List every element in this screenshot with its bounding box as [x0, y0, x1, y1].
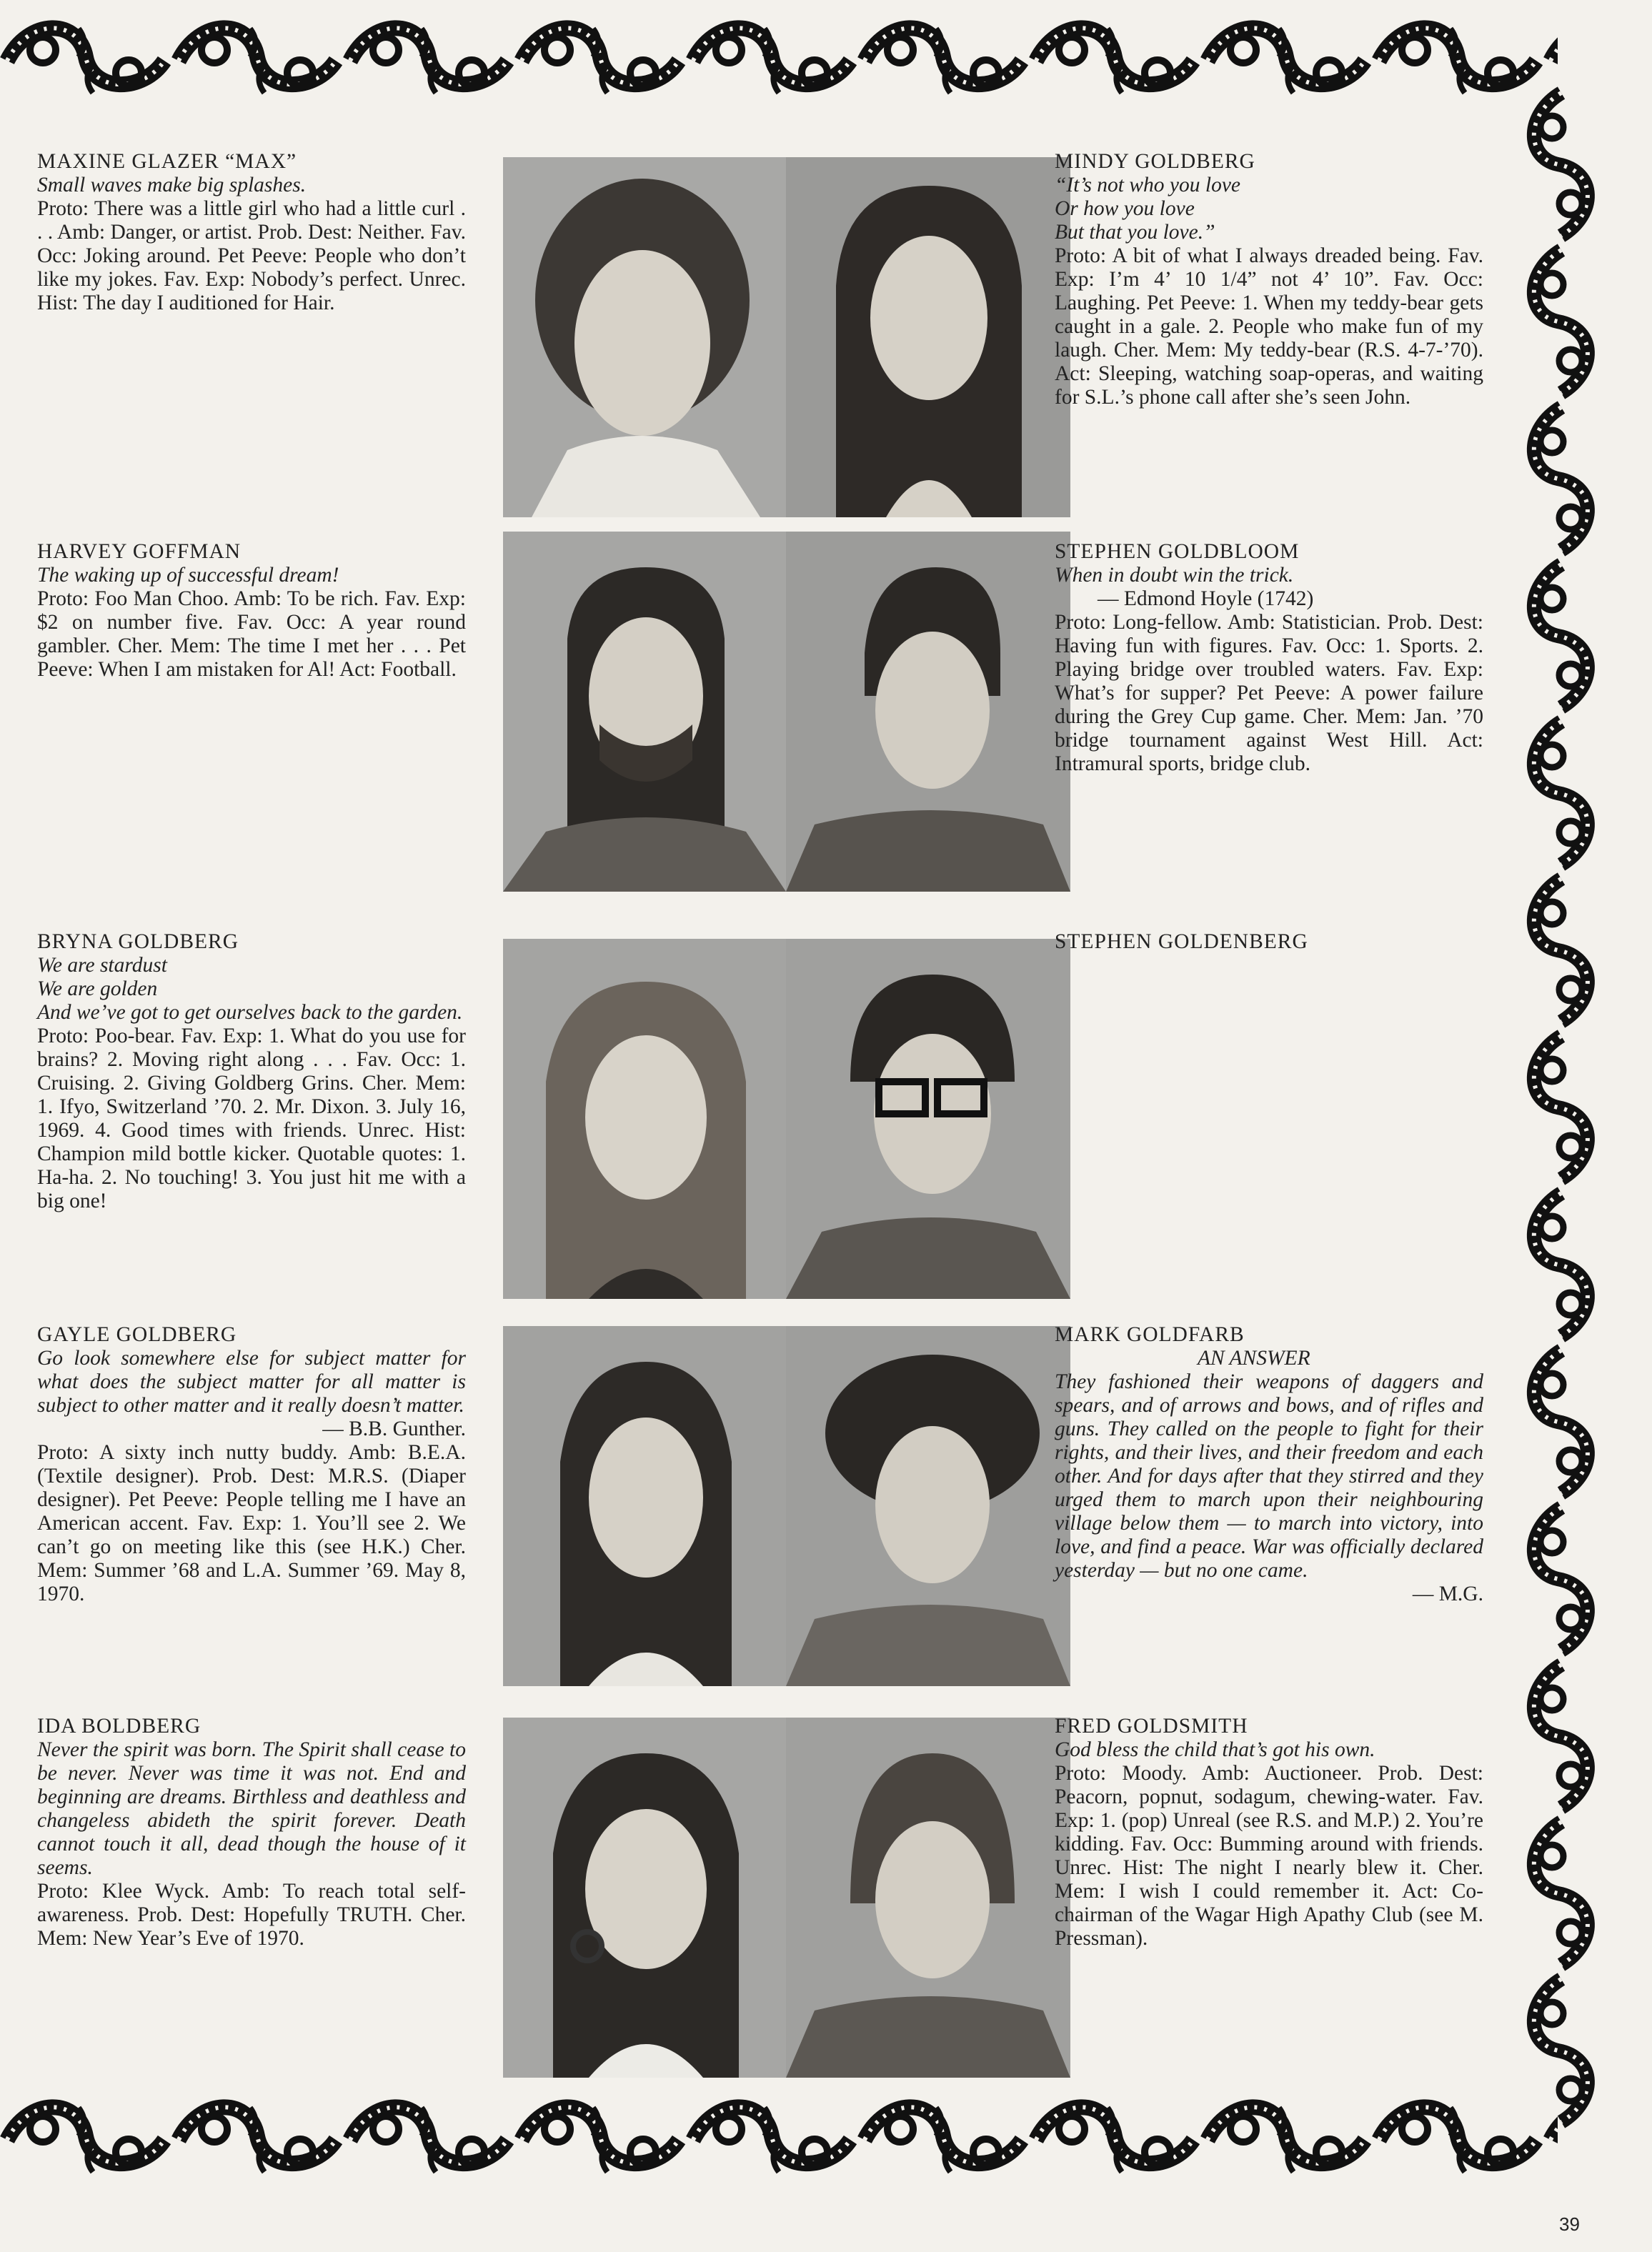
student-quote: They fashioned their weapons of daggers and spears, and of arrows and bows, and of rifles and guns. They called on the people to fight for their rights, and their lives, and their freedom and each other. And for days after that they stirred and they urged them to march upon their neighbouring village below them — to march into victory, into love, and find a peace. War was officially declared yesterday — but no one came.: [1055, 1370, 1483, 1582]
ornamental-border-bottom: [0, 2093, 1558, 2186]
portrait-stephen-goldbloom: [786, 532, 1070, 892]
student-name: STEPHEN GOLDENBERG: [1055, 930, 1308, 953]
student-name: GAYLE GOLDBERG: [37, 1323, 237, 1346]
student-quote: When in doubt win the trick.: [1055, 564, 1294, 587]
student-name: FRED GOLDSMITH: [1055, 1715, 1248, 1738]
student-entry-harvey-goffman: [37, 540, 466, 682]
portrait-mindy-goldberg: [786, 157, 1070, 517]
student-quote: The waking up of successful dream!: [37, 564, 339, 587]
ornamental-border-top: [0, 14, 1558, 107]
portrait-maxine-glazer: [503, 157, 786, 517]
student-quote: Never the spirit was born. The Spirit shall cease to be never. Never was time it was not. End and beginning are dreams. Birthless and deathless and changeless abideth the spirit forever. Death cannot touch it all, dead though the house of it seems.: [37, 1738, 466, 1879]
portrait-harvey-goffman: [503, 532, 786, 892]
student-quote: God bless the child that’s got his own.: [1055, 1738, 1375, 1761]
portrait-bryna-goldberg: [503, 939, 786, 1299]
student-name: MARK GOLDFARB: [1055, 1323, 1245, 1346]
student-name: MINDY GOLDBERG: [1055, 150, 1255, 173]
portrait-stephen-goldenberg: [786, 939, 1070, 1299]
quote-attribution: — Edmond Hoyle (1742): [1098, 587, 1314, 610]
quote-attribution: — M.G.: [1412, 1583, 1483, 1605]
student-bio: Proto: Poo-bear. Fav. Exp: 1. What do you use for brains? 2. Moving right along . . . Fav. Occ: 1. Cruising. 2. Giving Goldberg Grins. Cher. Mem: 1. Ifyo, Switzerland ’70. 2. Mr. Dixon. 3. July 16, 1969. 4. Good times with friends. Unrec. Hist: Champion mild bottle kicker. Quotable quotes: 1. Ha-ha. 2. No touching! 3. You just hit me with a big one!: [37, 1025, 466, 1212]
student-entry-stephen-goldbloom: [1055, 540, 1483, 776]
student-bio: Proto: Long-fellow. Amb: Statistician. Prob. Dest: Having fun with figures. Fav. Occ: 1. Sports. 2. Playing bridge over troubled waters. Fav. Exp: What’s for supper? Pet Peeve: A power failure during the Grey Cup game. Cher. Mem: Jan. ’70 bridge tournament against West Hill. Act: Intramural sports, bridge club.: [1055, 611, 1483, 775]
student-bio: Proto: Moody. Amb: Auctioneer. Prob. Dest: Peacorn, popnut, sodagum, chewing-water. Fav. Exp: 1. (pop) Unreal (see R.S. and M.P.) 2. You’re kidding. Fav. Occ: Bumming around with friends. Unrec. Hist: The night I nearly blew it. Cher. Mem: I wish I could remember it. Act: Co-chairman of the Wagar High Apathy Club (see M. Pressman).: [1055, 1762, 1483, 1950]
student-entry-stephen-goldenberg: [1055, 930, 1483, 954]
student-entry-gayle-goldberg: [37, 1323, 466, 1606]
student-name: BRYNA GOLDBERG: [37, 930, 239, 953]
student-bio: Proto: There was a little girl who had a little curl . . . Amb: Danger, or artist. Prob. Dest: Neither. Fav. Occ: Joking around. Pet Peeve: People who don’t like my jokes. Fav. Exp: Nobody’s perfect. Unrec. Hist: The day I auditioned for Hair.: [37, 197, 466, 314]
student-quote: “It’s not who you love Or how you love But that you love.”: [1055, 174, 1241, 244]
ornamental-border-right: [1522, 86, 1601, 2129]
student-bio: Proto: A bit of what I always dreaded being. Fav. Exp: I’m 4’ 10 1/4” not 4’ 10”. Fav. Occ: Laughing. Pet Peeve: 1. When my teddy-bear gets caught in a gale. 2. People who make fun of my laugh. Cher. Mem: My teddy-bear (R.S. 4-7-’70). Act: Sleeping, watching soap-operas, and waiting for S.L.’s phone call after she’s seen John.: [1055, 244, 1483, 409]
student-name: STEPHEN GOLDBLOOM: [1055, 540, 1300, 563]
student-quote: Go look somewhere else for subject matter for what does the subject matter for all matter is subject to other matter and it really doesn’t matter.: [37, 1347, 466, 1417]
student-entry-ida-boldberg: [37, 1715, 466, 1950]
student-bio: Proto: A sixty inch nutty buddy. Amb: B.E.A. (Textile designer). Prob. Dest: M.R.S. (Diaper designer). Pet Peeve: People telling me I have an American accent. Fav. Exp: 1. You’ll see 2. We can’t go on meeting like this (see H.K.) Cher. Mem: Summer ’68 and L.A. Summer ’69. May 8, 1970.: [37, 1441, 466, 1605]
student-entry-mark-goldfarb: [1055, 1323, 1483, 1606]
student-quote: Small waves make big splashes.: [37, 174, 307, 196]
student-entry-maxine-glazer: [37, 150, 466, 315]
student-name: MAXINE GLAZER “MAX”: [37, 150, 297, 173]
portrait-ida-boldberg: [503, 1718, 786, 2078]
student-bio: Proto: Klee Wyck. Amb: To reach total self-awareness. Prob. Dest: Hopefully TRUTH. Cher. Mem: New Year’s Eve of 1970.: [37, 1880, 466, 1950]
student-name: IDA BOLDBERG: [37, 1715, 201, 1738]
student-entry-mindy-goldberg: [1055, 150, 1483, 409]
portrait-gayle-goldberg: [503, 1326, 786, 1686]
student-entry-bryna-goldberg: [37, 930, 466, 1213]
student-quote: We are stardust We are golden And we’ve got to get ourselves back to the garden.: [37, 954, 463, 1024]
student-name: HARVEY GOFFMAN: [37, 540, 242, 563]
poem-title: AN ANSWER: [1198, 1347, 1310, 1370]
student-entry-fred-goldsmith: [1055, 1715, 1483, 1950]
portrait-fred-goldsmith: [786, 1718, 1070, 2078]
page-number: 39: [1559, 2213, 1580, 2235]
quote-attribution: — B.B. Gunther.: [322, 1418, 466, 1440]
portrait-mark-goldfarb: [786, 1326, 1070, 1686]
student-bio: Proto: Foo Man Choo. Amb: To be rich. Fav. Exp: $2 on number five. Fav. Occ: A year round gambler. Cher. Mem: The time I met her . . . Pet Peeve: When I am mistaken for Al! Act: Football.: [37, 587, 466, 681]
